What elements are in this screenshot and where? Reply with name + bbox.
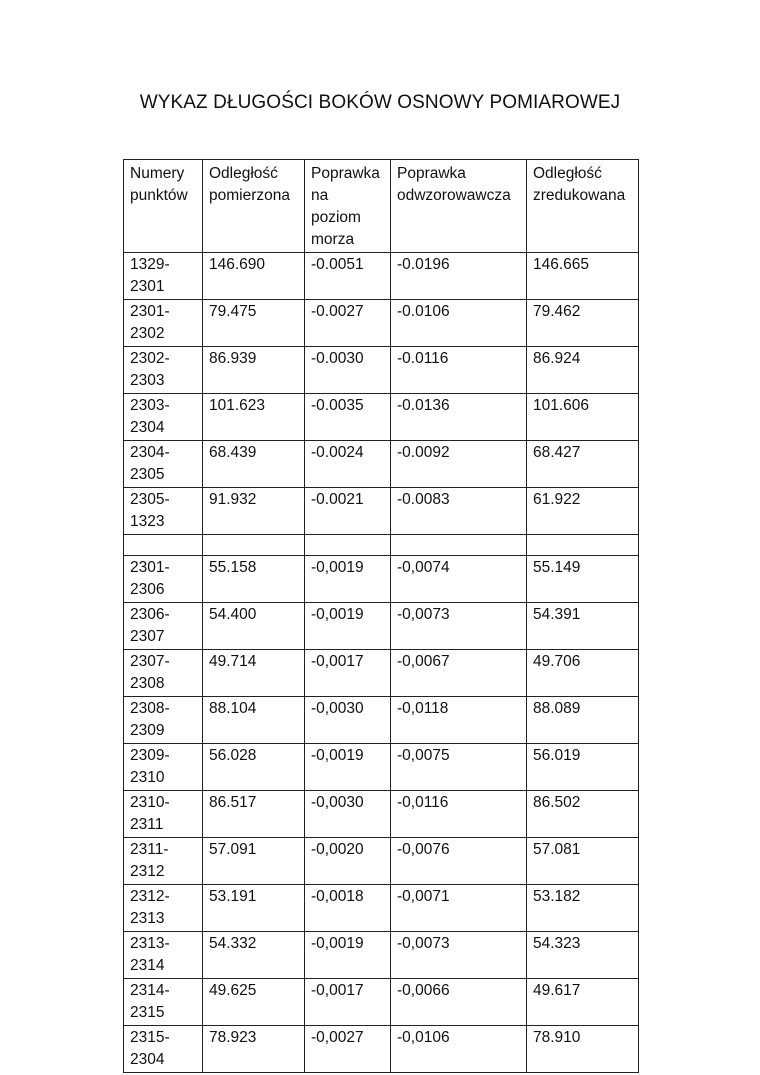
cell-reduced-distance: 55.149 (527, 556, 639, 603)
cell-projection-correction: -0,0066 (391, 979, 527, 1026)
table-row (124, 300, 639, 347)
cell-projection-correction: -0,0067 (391, 650, 527, 697)
cell-measured-distance: 79.475 (203, 300, 305, 347)
cell-projection-correction: -0.0092 (391, 441, 527, 488)
cell-point-numbers: 2309- 2310 (124, 744, 203, 791)
table-row (124, 744, 639, 791)
empty-cell (124, 535, 203, 556)
header-cell-sea-level-correction: Poprawka na poziom morza (305, 160, 391, 253)
cell-sea-level-correction: -0,0027 (305, 1026, 391, 1073)
cell-point-numbers: 2314- 2315 (124, 979, 203, 1026)
cell-sea-level-correction: -0,0019 (305, 556, 391, 603)
table-row (124, 253, 639, 300)
cell-point-numbers: 2302- 2303 (124, 347, 203, 394)
cell-projection-correction: -0,0075 (391, 744, 527, 791)
table-row (124, 1026, 639, 1073)
cell-measured-distance: 49.625 (203, 979, 305, 1026)
cell-reduced-distance: 54.323 (527, 932, 639, 979)
cell-point-numbers: 2313- 2314 (124, 932, 203, 979)
cell-reduced-distance: 54.391 (527, 603, 639, 650)
cell-projection-correction: -0,0073 (391, 932, 527, 979)
cell-point-numbers: 2307- 2308 (124, 650, 203, 697)
cell-sea-level-correction: -0,0030 (305, 697, 391, 744)
cell-sea-level-correction: -0,0019 (305, 932, 391, 979)
distances-table (123, 159, 639, 1073)
cell-sea-level-correction: -0,0019 (305, 744, 391, 791)
table-row (124, 697, 639, 744)
cell-measured-distance: 54.400 (203, 603, 305, 650)
cell-reduced-distance: 146.665 (527, 253, 639, 300)
table-row (124, 650, 639, 697)
cell-measured-distance: 49.714 (203, 650, 305, 697)
header-row (124, 160, 639, 253)
cell-reduced-distance: 78.910 (527, 1026, 639, 1073)
table-row (124, 488, 639, 535)
cell-reduced-distance: 79.462 (527, 300, 639, 347)
table-row (124, 791, 639, 838)
table-row (124, 979, 639, 1026)
cell-measured-distance: 101.623 (203, 394, 305, 441)
cell-point-numbers: 2306- 2307 (124, 603, 203, 650)
cell-reduced-distance: 86.924 (527, 347, 639, 394)
cell-sea-level-correction: -0,0018 (305, 885, 391, 932)
table-row (124, 394, 639, 441)
cell-sea-level-correction: -0.0030 (305, 347, 391, 394)
cell-reduced-distance: 57.081 (527, 838, 639, 885)
table-row (124, 603, 639, 650)
cell-projection-correction: -0,0071 (391, 885, 527, 932)
document-title: WYKAZ DŁUGOŚCI BOKÓW OSNOWY POMIAROWEJ (139, 92, 621, 113)
cell-sea-level-correction: -0.0024 (305, 441, 391, 488)
cell-projection-correction: -0,0118 (391, 697, 527, 744)
cell-reduced-distance: 49.706 (527, 650, 639, 697)
cell-projection-correction: -0,0076 (391, 838, 527, 885)
header-cell-measured-distance: Odległość pomierzona (203, 160, 305, 253)
table-row (124, 441, 639, 488)
cell-measured-distance: 56.028 (203, 744, 305, 791)
cell-point-numbers: 2308- 2309 (124, 697, 203, 744)
cell-point-numbers: 2304- 2305 (124, 441, 203, 488)
table-row (124, 838, 639, 885)
empty-cell (527, 535, 639, 556)
cell-projection-correction: -0.0116 (391, 347, 527, 394)
cell-measured-distance: 91.932 (203, 488, 305, 535)
cell-reduced-distance: 88.089 (527, 697, 639, 744)
table-row (124, 885, 639, 932)
cell-point-numbers: 2301- 2302 (124, 300, 203, 347)
table-row (124, 556, 639, 603)
cell-projection-correction: -0,0106 (391, 1026, 527, 1073)
cell-measured-distance: 55.158 (203, 556, 305, 603)
cell-measured-distance: 54.332 (203, 932, 305, 979)
cell-reduced-distance: 56.019 (527, 744, 639, 791)
cell-projection-correction: -0.0136 (391, 394, 527, 441)
cell-measured-distance: 57.091 (203, 838, 305, 885)
cell-sea-level-correction: -0,0017 (305, 650, 391, 697)
cell-sea-level-correction: -0,0020 (305, 838, 391, 885)
cell-projection-correction: -0.0106 (391, 300, 527, 347)
cell-sea-level-correction: -0.0021 (305, 488, 391, 535)
cell-sea-level-correction: -0.0051 (305, 253, 391, 300)
cell-sea-level-correction: -0.0035 (305, 394, 391, 441)
header-cell-reduced-distance: Odległość zredukowana (527, 160, 639, 253)
cell-sea-level-correction: -0,0030 (305, 791, 391, 838)
cell-measured-distance: 78.923 (203, 1026, 305, 1073)
cell-point-numbers: 2310- 2311 (124, 791, 203, 838)
cell-reduced-distance: 49.617 (527, 979, 639, 1026)
empty-cell (391, 535, 527, 556)
cell-measured-distance: 53.191 (203, 885, 305, 932)
cell-point-numbers: 2312- 2313 (124, 885, 203, 932)
table-row (124, 932, 639, 979)
header-cell-projection-correction: Poprawka odwzorowawcza (391, 160, 527, 253)
cell-projection-correction: -0,0073 (391, 603, 527, 650)
cell-sea-level-correction: -0,0019 (305, 603, 391, 650)
cell-sea-level-correction: -0.0027 (305, 300, 391, 347)
cell-reduced-distance: 53.182 (527, 885, 639, 932)
cell-projection-correction: -0,0116 (391, 791, 527, 838)
cell-projection-correction: -0.0083 (391, 488, 527, 535)
cell-point-numbers: 1329- 2301 (124, 253, 203, 300)
empty-cell (305, 535, 391, 556)
cell-reduced-distance: 68.427 (527, 441, 639, 488)
cell-point-numbers: 2301- 2306 (124, 556, 203, 603)
table-row (124, 347, 639, 394)
cell-point-numbers: 2311- 2312 (124, 838, 203, 885)
cell-projection-correction: -0.0196 (391, 253, 527, 300)
cell-point-numbers: 2303- 2304 (124, 394, 203, 441)
cell-measured-distance: 86.939 (203, 347, 305, 394)
cell-point-numbers: 2305- 1323 (124, 488, 203, 535)
cell-measured-distance: 86.517 (203, 791, 305, 838)
cell-reduced-distance: 101.606 (527, 394, 639, 441)
cell-reduced-distance: 86.502 (527, 791, 639, 838)
header-cell-point-numbers: Numery punktów (124, 160, 203, 253)
table-body (124, 160, 639, 1073)
cell-measured-distance: 146.690 (203, 253, 305, 300)
empty-cell (203, 535, 305, 556)
cell-measured-distance: 68.439 (203, 441, 305, 488)
blank-separator-row (124, 535, 639, 556)
cell-sea-level-correction: -0,0017 (305, 979, 391, 1026)
cell-reduced-distance: 61.922 (527, 488, 639, 535)
cell-measured-distance: 88.104 (203, 697, 305, 744)
cell-projection-correction: -0,0074 (391, 556, 527, 603)
cell-point-numbers: 2315- 2304 (124, 1026, 203, 1073)
